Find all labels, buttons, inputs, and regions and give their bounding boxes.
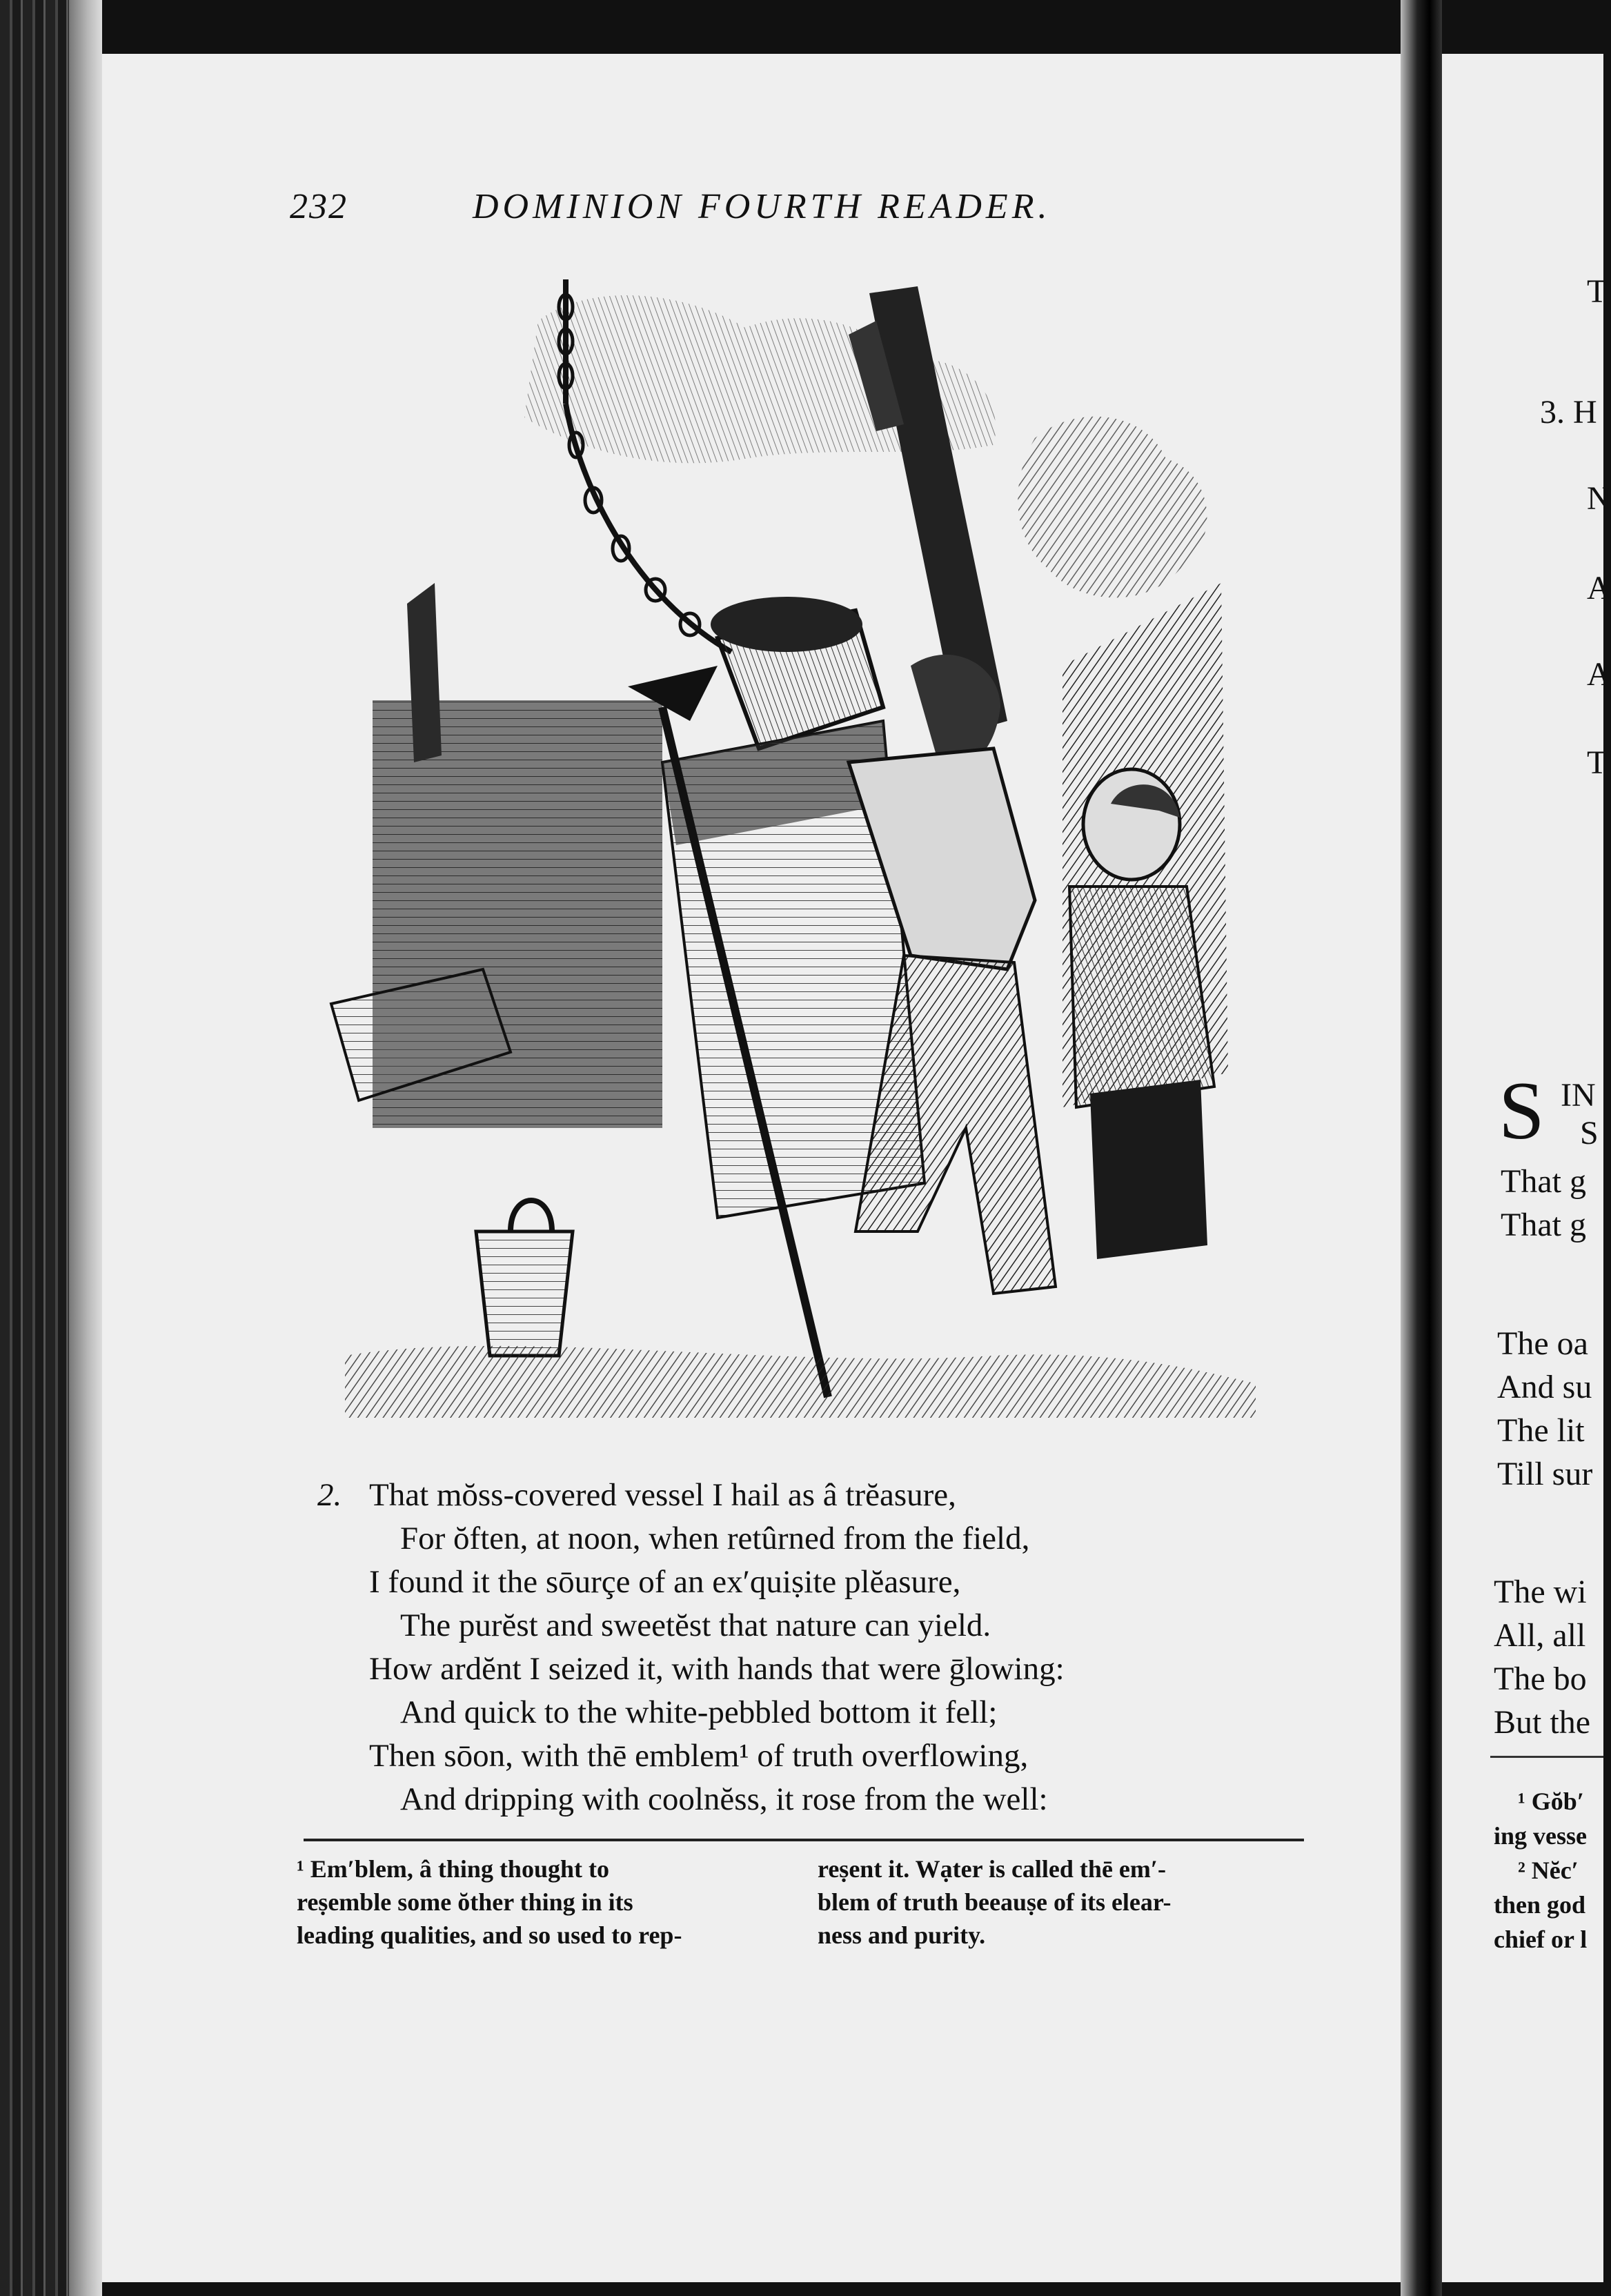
footnote-line: reṣent it. Wạter is called thē em′-: [818, 1855, 1167, 1883]
right-page-footnote: ing vesse: [1494, 1822, 1587, 1850]
right-page-text: A: [1587, 656, 1611, 693]
poem-line: How ardĕnt I seized it, with hands that were ḡlowing:: [369, 1651, 1065, 1687]
footnote-line: leading qualities, and so used to rep-: [297, 1921, 682, 1949]
poem-line: And dripping with coolnĕss, it rose from the well:: [400, 1781, 1048, 1817]
spine-edge: [69, 0, 102, 2296]
footnote-line: blem of truth beeauṣe of its elear-: [818, 1888, 1172, 1916]
right-page-text: 3. H: [1540, 394, 1597, 430]
footnote-line: reṣemble some ŏther thing in its: [297, 1888, 633, 1916]
right-page-rule: [1490, 1756, 1603, 1758]
right-page-footnote: chief or l: [1494, 1926, 1588, 1953]
poem-line: And quick to the white-pebbled bottom it fell;: [400, 1694, 998, 1730]
footnote-left-column: [297, 1852, 783, 1952]
right-page-text: All, all: [1494, 1617, 1586, 1654]
poem-line: That mŏss-covered vessel I hail as â trĕasure,: [369, 1477, 956, 1513]
running-head: [290, 186, 1394, 241]
footnote-right-column: [818, 1852, 1301, 1952]
book-title: DOMINION FOURTH READER.: [473, 187, 1051, 226]
right-page-text: But the: [1494, 1704, 1590, 1741]
footnote-line: ness and purity.: [818, 1921, 986, 1949]
right-page-text: The wi: [1494, 1574, 1587, 1610]
right-page-text: The oa: [1497, 1325, 1588, 1362]
right-page-text: The lit: [1497, 1412, 1585, 1449]
right-page-text: And su: [1497, 1369, 1592, 1405]
right-page-text: N: [1587, 480, 1611, 517]
poem-line: Then sōon, with thē emblem¹ of truth overflowing,: [369, 1738, 1029, 1774]
stanza-number: 2.: [317, 1477, 342, 1513]
right-page-text: T: [1587, 744, 1608, 781]
right-page-text: IN: [1561, 1077, 1596, 1114]
poem-line: The purĕst and sweetĕst that nature can yield.: [400, 1607, 991, 1643]
right-page-text: The bo: [1494, 1661, 1587, 1697]
right-page-text: That g: [1501, 1207, 1586, 1243]
right-page-footnote: ² Nĕc′: [1518, 1857, 1579, 1884]
right-page-text: S: [1580, 1115, 1599, 1151]
well-illustration: [304, 279, 1297, 1435]
footnote-rule: [304, 1839, 1304, 1841]
right-page-text: Till sur: [1497, 1456, 1593, 1492]
poem-line: For ŏften, at noon, when retûrned from the field,: [400, 1521, 1030, 1556]
poem-line: I found it the sōurçe of an ex′quiṣite plĕasure,: [369, 1564, 961, 1600]
page-number: 232: [290, 187, 348, 226]
right-page-text: T: [1587, 273, 1608, 310]
footnote-line: ¹ Em′blem, â thing thought to: [297, 1855, 609, 1883]
right-page-footnote: ¹ Gŏb′: [1518, 1788, 1584, 1815]
right-page-text: A: [1587, 570, 1611, 606]
right-page-footnote: then god: [1494, 1891, 1586, 1919]
right-page-text: That g: [1501, 1163, 1586, 1200]
drop-cap: S: [1499, 1065, 1545, 1156]
page-gutter: [1401, 0, 1442, 2296]
